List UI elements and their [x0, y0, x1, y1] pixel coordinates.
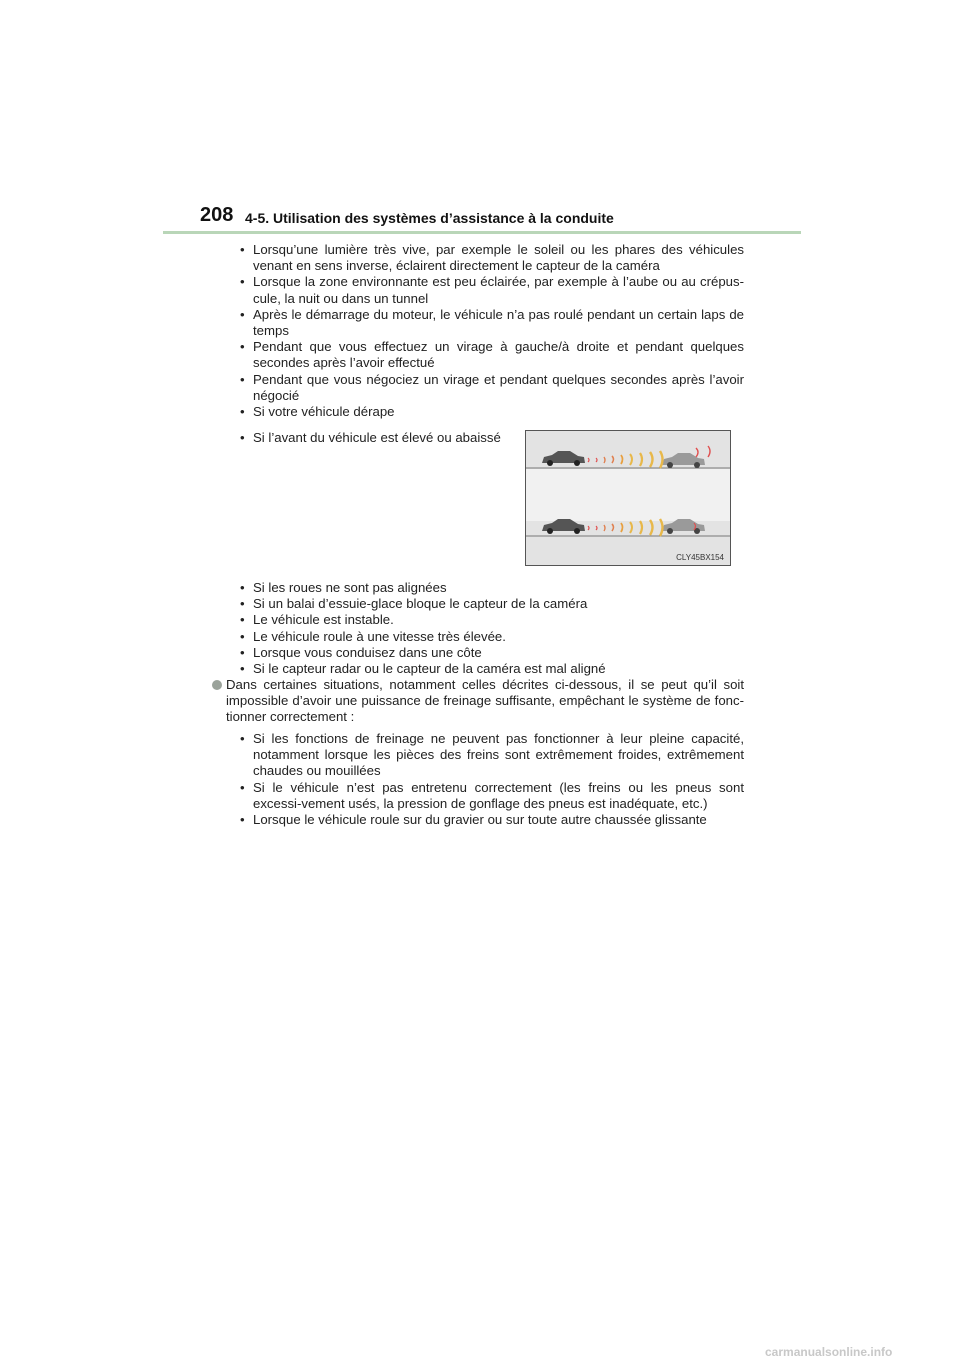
bullet-icon: • [240, 274, 245, 290]
watermark-text: carmanualsonline.info [765, 1345, 893, 1359]
bullet-icon: • [240, 644, 245, 660]
list-item-text: Lorsque la zone environnante est peu éclairée, par exemple à l’aube ou au crépus-cule, la nuit ou dans un tunnel [253, 274, 744, 306]
braking-warning-paragraph [226, 677, 744, 726]
list-item-text: Si le véhicule n’est pas entretenu correctement (les freins ou les pneus sont excessi-vement usés, la pression de gonflage des pneus est inadéquate, etc.) [253, 779, 744, 811]
bullet-icon: • [240, 596, 245, 612]
list-item-text: Si le capteur radar ou le capteur de la caméra est mal aligné [253, 661, 606, 677]
illustration-divider-band [526, 469, 730, 521]
bullet-list-conditions-d [238, 731, 744, 828]
list-item-text: Si l’avant du véhicule est élevé ou abaissé [253, 430, 501, 445]
list-item-text: Si les roues ne sont pas alignées [253, 580, 447, 595]
list-item-text: Le véhicule est instable. [253, 612, 394, 628]
bullet-icon: • [240, 339, 245, 355]
bullet-icon: • [240, 430, 245, 445]
section-title: 4-5. Utilisation des systèmes d’assistance à la conduite [245, 210, 614, 226]
list-item [238, 404, 744, 420]
list-item-text: Pendant que vous effectuez un virage à gauche/à droite et pendant quelques secondes après l’avoir effectué [253, 339, 744, 371]
list-item [238, 596, 744, 612]
bullet-icon: • [240, 404, 245, 420]
list-item [238, 661, 744, 677]
bullet-icon: • [240, 242, 245, 257]
list-item [238, 274, 744, 306]
list-item [238, 307, 744, 339]
list-item [238, 731, 744, 780]
list-item [238, 612, 744, 628]
list-item-text: Après le démarrage du moteur, le véhicule n’a pas roulé pendant un certain laps de temps [253, 306, 744, 339]
bullet-icon: • [240, 779, 245, 795]
bullet-icon: • [240, 612, 245, 628]
list-item [238, 430, 508, 446]
page-header [0, 0, 960, 240]
circle-bullet-icon [212, 680, 222, 690]
list-item-text: Si votre véhicule dérape [253, 404, 395, 420]
bullet-icon: • [240, 371, 245, 387]
bullet-list-conditions-b [238, 430, 508, 446]
list-item [238, 780, 744, 812]
list-item-text: Pendant que vous négociez un virage et pendant quelques secondes après l’avoir négocié [253, 371, 744, 403]
list-item [238, 339, 744, 371]
list-item-text: Le véhicule roule à une vitesse très élevée. [253, 628, 506, 644]
header-divider [163, 231, 801, 234]
list-item [238, 645, 744, 661]
paragraph-text: Dans certaines situations, notamment celles décrites ci-dessous, il se peut qu’il soit impossible d’avoir une puissance de freinage suffisante, empêchant le système de fonc-tionner correctement : [226, 677, 744, 725]
bullet-icon: • [240, 812, 245, 828]
list-item [238, 580, 744, 596]
list-item [238, 242, 744, 274]
figure-caption: CLY45BX154 [676, 553, 724, 562]
page-number: 208 [200, 204, 234, 226]
bullet-icon: • [240, 628, 245, 644]
bullet-icon: • [240, 580, 245, 595]
list-item-text: Lorsque vous conduisez dans une côte [253, 644, 482, 660]
list-item-text: Lorsque le véhicule roule sur du gravier ou sur toute autre chaussée glissante [253, 812, 707, 828]
bullet-icon: • [240, 731, 245, 746]
list-item-text: Si un balai d’essuie-glace bloque le capteur de la caméra [253, 596, 588, 612]
list-item-text: Si les fonctions de freinage ne peuvent pas fonctionner à leur pleine capacité, notamment lorsque les pièces des freins sont extrêmement froides, extrêmement chaudes ou mouillées [253, 731, 744, 779]
list-item [238, 372, 744, 404]
list-item [238, 812, 744, 828]
bullet-icon: • [240, 661, 245, 677]
vehicle-height-illustration [525, 430, 731, 566]
list-item-text: Lorsqu’une lumière très vive, par exemple le soleil ou les phares des véhicules venant en sens inverse, éclairent directement le capteur de la caméra [253, 242, 744, 274]
bullet-list-conditions-c [238, 580, 744, 677]
bullet-list-conditions-a [238, 242, 744, 420]
list-item [238, 629, 744, 645]
illustration-svg [526, 431, 730, 565]
bullet-icon: • [240, 306, 245, 322]
